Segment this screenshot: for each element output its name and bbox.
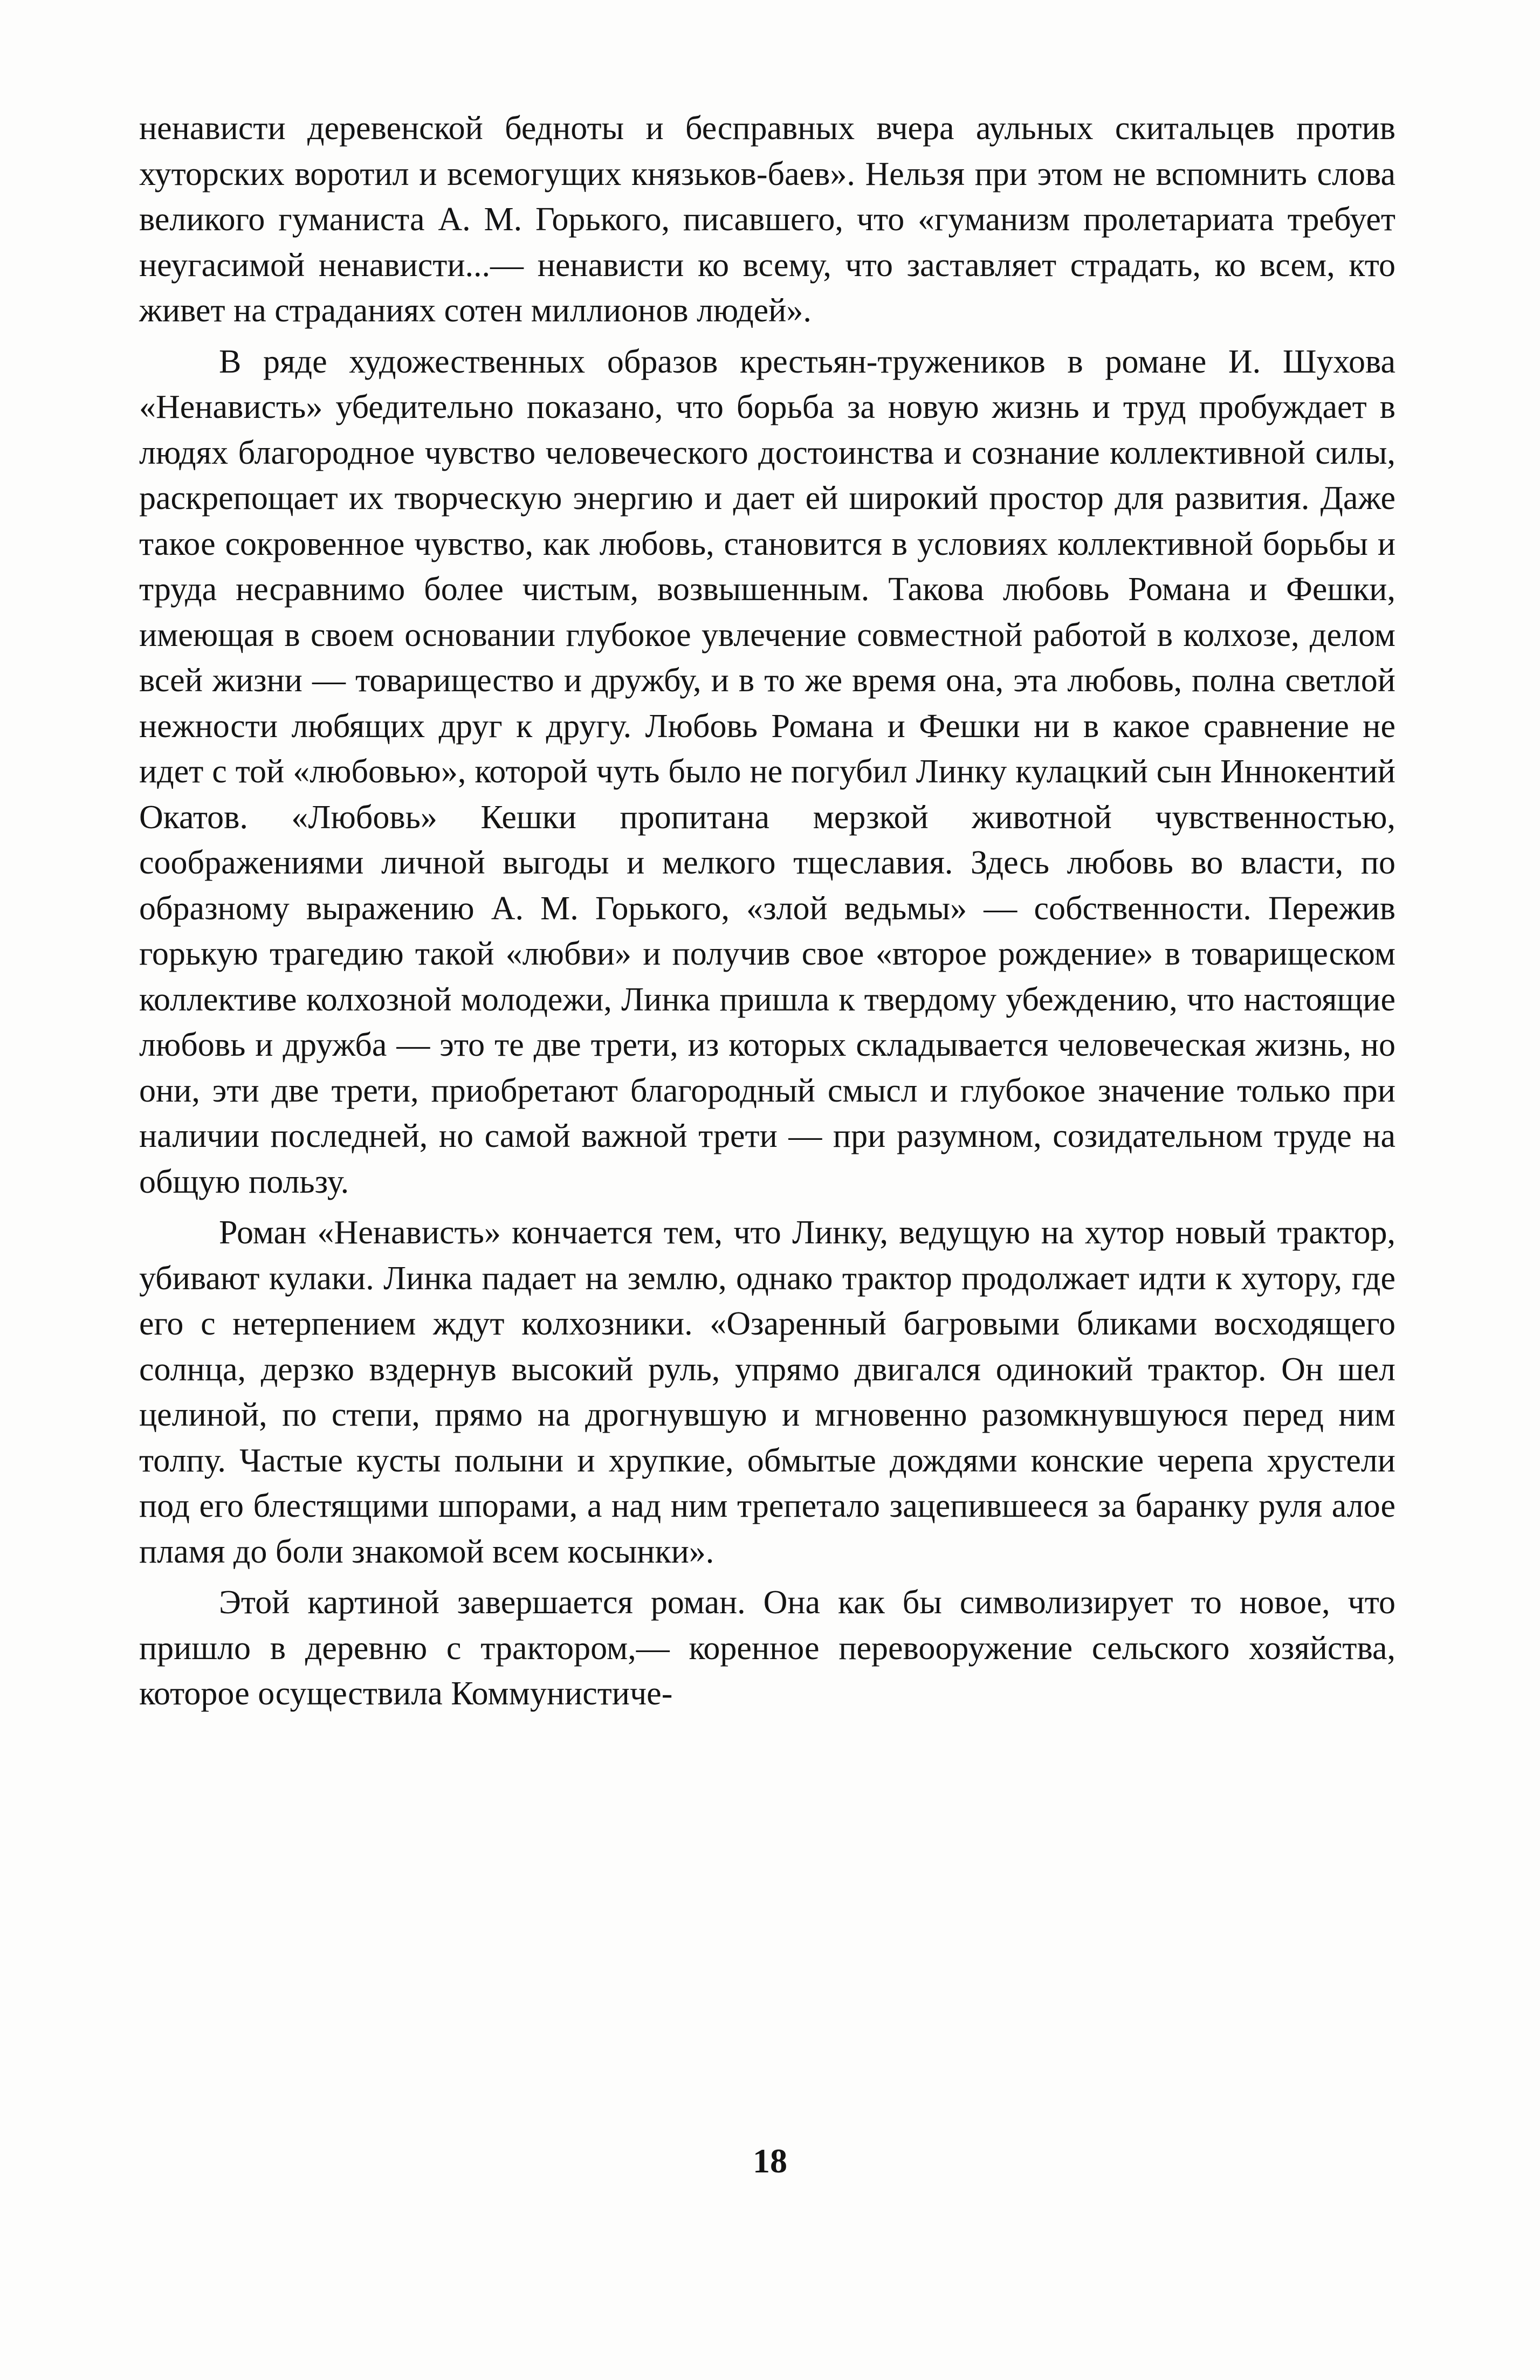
paragraph-1: ненависти деревенской бедноты и бесправных вчера аульных скитальцев против хуторских воротил и всемогущих князьков-баев». Нельзя при этом не вспомнить слова великого гуманиста А. М. Горького, писавшего, что «гуманизм пролетариата требует неугасимой ненависти...— ненависти ко всему, что заставляет страдать, ко всем, кто живет на страданиях сотен миллионов людей». (139, 110, 1395, 329)
paragraph-3: Роман «Ненависть» кончается тем, что Линку, ведущую на хутор новый трактор, убивают кулаки. Линка падает на землю, однако трактор продолжает идти к хутору, где его с нетерпением ждут колхозники. «Озаренный багровыми бликами восходящего солнца, дерзко вздернув высокий руль, упрямо двигался одинокий трактор. Он шел целиной, по степи, прямо на дрогнувшую и мгновенно разомкнувшуюся перед ним толпу. Частые кусты полыни и хрупкие, обмытые дождями конские черепа хрустели под его блестящими шпорами, а над ним трепетало зацепившееся за баранку руля алое пламя до боли знакомой всем косынки». (139, 1214, 1395, 1570)
paragraph-2: В ряде художественных образов крестьян-тружеников в романе И. Шухова «Ненависть» убедительно показано, что борьба за новую жизнь и труд пробуждает в людях благородное чувство человеческого достоинства и сознание коллективной силы, раскрепощает их творческую энергию и дает ей широкий простор для развития. Даже такое сокровенное чувство, как любовь, становится в условиях коллективной борьбы и труда несравнимо более чистым, возвышенным. Такова любовь Романа и Фешки, имеющая в своем основании глубокое увлечение совместной работой в колхозе, делом всей жизни — товарищество и дружбу, и в то же время она, эта любовь, полна светлой нежности любящих друг к другу. Любовь Романа и Фешки ни в какое сравнение не идет с той «любовью», которой чуть было не погубил Линку кулацкий сын Иннокентий Окатов. «Любовь» Кешки пропитана мерзкой животной чувственностью, соображениями личной выгоды и мелкого тщеславия. Здесь любовь во власти, по образному выражению А. М. Горького, «злой ведьмы» — собственности. Пережив горькую трагедию такой «любви» и получив свое «второе рождение» в товарищеском коллективе колхозной молодежи, Линка пришла к твердому убеждению, что настоящие любовь и дружба — это те две трети, из которых складывается человеческая жизнь, но они, эти две трети, приобретают благородный смысл и глубокое значение только при наличии последней, но самой важной трети — при разумном, созидательном труде на общую пользу. (139, 343, 1395, 1200)
body-text (139, 106, 1395, 1717)
page-number: 18 (753, 2142, 787, 2180)
paragraph-4: Этой картиной завершается роман. Она как бы символизирует то новое, что пришло в деревню с трактором,— коренное перевооружение сельского хозяйства, которое осуществила Коммунистиче- (139, 1584, 1395, 1712)
